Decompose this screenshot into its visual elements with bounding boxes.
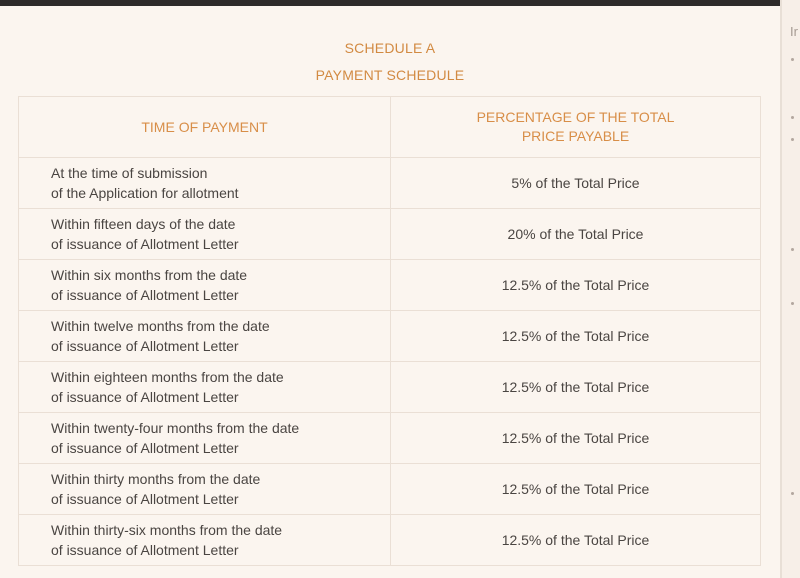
percentage-cell: 12.5% of the Total Price xyxy=(391,260,761,311)
time-line2: of the Application for allotment xyxy=(51,185,239,201)
time-of-payment-cell xyxy=(19,464,391,515)
payment-schedule-title: PAYMENT SCHEDULE xyxy=(315,67,465,83)
time-of-payment-cell xyxy=(19,362,391,413)
time-line1: Within twenty-four months from the date xyxy=(51,420,300,436)
header-time-label: TIME OF PAYMENT xyxy=(141,118,268,135)
time-line2: of issuance of Allotment Letter xyxy=(51,287,239,303)
time-line1: Within fifteen days of the date xyxy=(51,216,236,232)
table-row xyxy=(19,311,761,362)
time-of-payment-cell xyxy=(19,311,391,362)
time-line1: At the time of submission xyxy=(51,165,208,181)
bullet-dot xyxy=(791,492,794,495)
bullet-dot xyxy=(791,116,794,119)
bullet-dot xyxy=(791,138,794,141)
adjacent-page-edge xyxy=(780,0,800,578)
time-line2: of issuance of Allotment Letter xyxy=(51,542,239,558)
time-of-payment-cell xyxy=(19,209,391,260)
percentage-cell: 12.5% of the Total Price xyxy=(391,311,761,362)
time-line1: Within thirty months from the date xyxy=(51,471,261,487)
time-line1: Within six months from the date xyxy=(51,267,248,283)
time-line2: of issuance of Allotment Letter xyxy=(51,338,239,354)
header-pct-line2: PRICE PAYABLE xyxy=(521,128,630,144)
header-percentage xyxy=(391,97,761,158)
table-row xyxy=(19,209,761,260)
percentage-cell: 12.5% of the Total Price xyxy=(391,515,761,566)
time-line2: of issuance of Allotment Letter xyxy=(51,389,239,405)
time-of-payment-cell xyxy=(19,413,391,464)
table-row xyxy=(19,260,761,311)
percentage-cell: 12.5% of the Total Price xyxy=(391,413,761,464)
header-time-of-payment xyxy=(19,97,391,158)
time-of-payment-cell xyxy=(19,515,391,566)
table-row xyxy=(19,515,761,566)
table-row xyxy=(19,158,761,209)
payment-schedule-table xyxy=(18,96,761,566)
time-of-payment-cell xyxy=(19,260,391,311)
table-row xyxy=(19,362,761,413)
header-pct-line1: PERCENTAGE OF THE TOTAL xyxy=(476,109,675,125)
time-line2: of issuance of Allotment Letter xyxy=(51,440,239,456)
time-of-payment-cell xyxy=(19,158,391,209)
adjacent-page-letter: Ir xyxy=(790,24,798,39)
bullet-dot xyxy=(791,248,794,251)
bullet-dot xyxy=(791,302,794,305)
percentage-cell: 20% of the Total Price xyxy=(391,209,761,260)
time-line2: of issuance of Allotment Letter xyxy=(51,236,239,252)
time-line1: Within twelve months from the date xyxy=(51,318,270,334)
table-header-row xyxy=(19,97,761,158)
percentage-cell: 12.5% of the Total Price xyxy=(391,362,761,413)
time-line1: Within eighteen months from the date xyxy=(51,369,284,385)
percentage-cell: 12.5% of the Total Price xyxy=(391,464,761,515)
table-row xyxy=(19,413,761,464)
time-line2: of issuance of Allotment Letter xyxy=(51,491,239,507)
schedule-title: SCHEDULE A xyxy=(344,40,436,56)
table-row xyxy=(19,464,761,515)
bullet-dot xyxy=(791,58,794,61)
percentage-cell: 5% of the Total Price xyxy=(391,158,761,209)
time-line1: Within thirty-six months from the date xyxy=(51,522,283,538)
